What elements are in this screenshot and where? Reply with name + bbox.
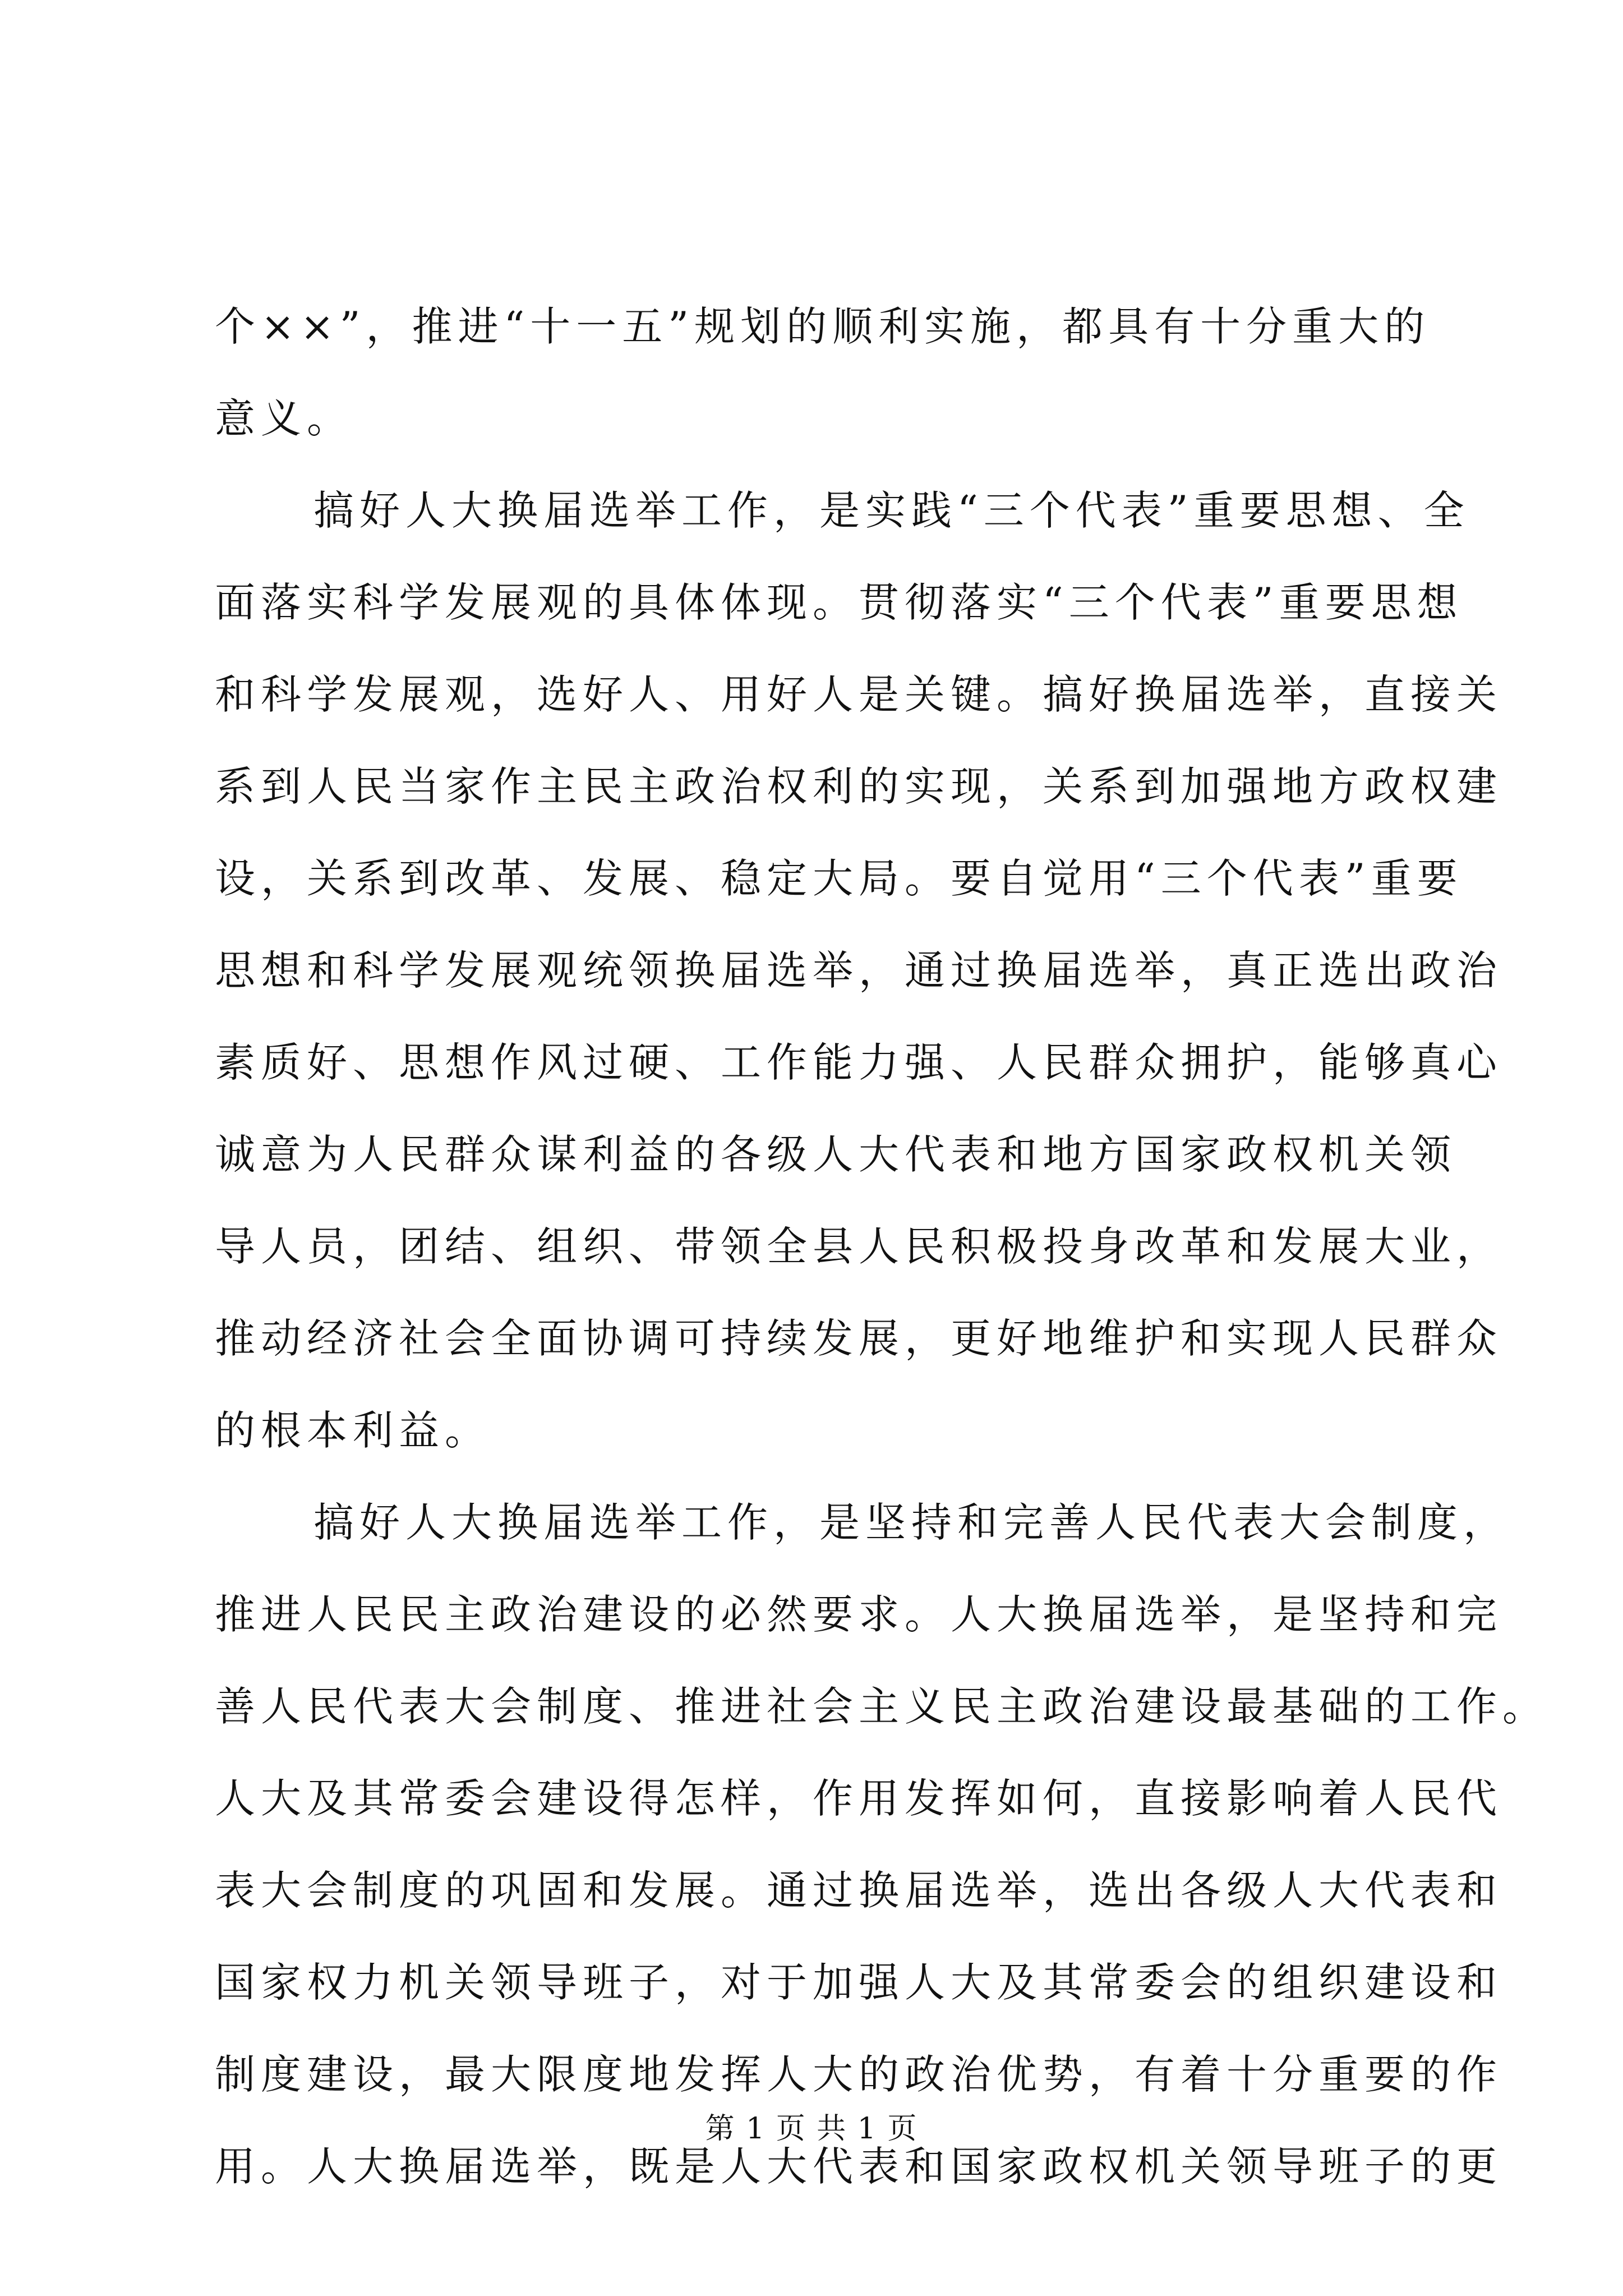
text-line: 素质好、思想作风过硬、工作能力强、人民群众拥护，能够真心: [215, 1039, 1503, 1086]
text-line: 用。人大换届选举，既是人大代表和国家政权机关领导班子的更: [215, 2143, 1503, 2190]
paragraph-first-line: 搞好人大换届选举工作，是实践“三个代表”重要思想、全: [313, 487, 1470, 534]
text-line: 思想和科学发展观统领换届选举，通过换届选举，真正选出政治: [215, 947, 1503, 994]
text-line: 系到人民当家作主民主政治权利的实现，关系到加强地方政权建: [215, 763, 1503, 810]
text-line: 表大会制度的巩固和发展。通过换届选举，选出各级人大代表和: [215, 1867, 1503, 1914]
text-line: 导人员，团结、组织、带领全县人民积极投身改革和发展大业，: [215, 1223, 1503, 1270]
text-line: 和科学发展观，选好人、用好人是关键。搞好换届选举，直接关: [215, 671, 1503, 718]
text-line: 推动经济社会全面协调可持续发展，更好地维护和实现人民群众: [215, 1315, 1503, 1362]
text-line: 善人民代表大会制度、推进社会主义民主政治建设最基础的工作。: [215, 1683, 1549, 1730]
text-line: 推进人民民主政治建设的必然要求。人大换届选举，是坚持和完: [215, 1591, 1503, 1638]
text-line: 面落实科学发展观的具体体现。贯彻落实“三个代表”重要思想: [215, 579, 1463, 626]
text-line: 诚意为人民群众谋利益的各级人大代表和地方国家政权机关领: [215, 1131, 1457, 1178]
text-line: 意义。: [215, 395, 353, 442]
body-text: [215, 280, 1549, 2212]
text-line: 个××”，推进“十一五”规划的顺利实施，都具有十分重大的: [215, 303, 1431, 350]
text-line: 国家权力机关领导班子，对于加强人大及其常委会的组织建设和: [215, 1959, 1503, 2006]
text-line: 人大及其常委会建设得怎样，作用发挥如何，直接影响着人民代: [215, 1775, 1503, 1822]
text-line: 设，关系到改革、发展、稳定大局。要自觉用“三个代表”重要: [215, 855, 1463, 902]
text-line: 的根本利益。: [215, 1407, 491, 1454]
paragraph-first-line: 搞好人大换届选举工作，是坚持和完善人民代表大会制度，: [313, 1499, 1510, 1546]
text-line: 制度建设，最大限度地发挥人大的政治优势，有着十分重要的作: [215, 2051, 1503, 2098]
page-number-footer: 第 1 页 共 1 页: [705, 2112, 918, 2146]
